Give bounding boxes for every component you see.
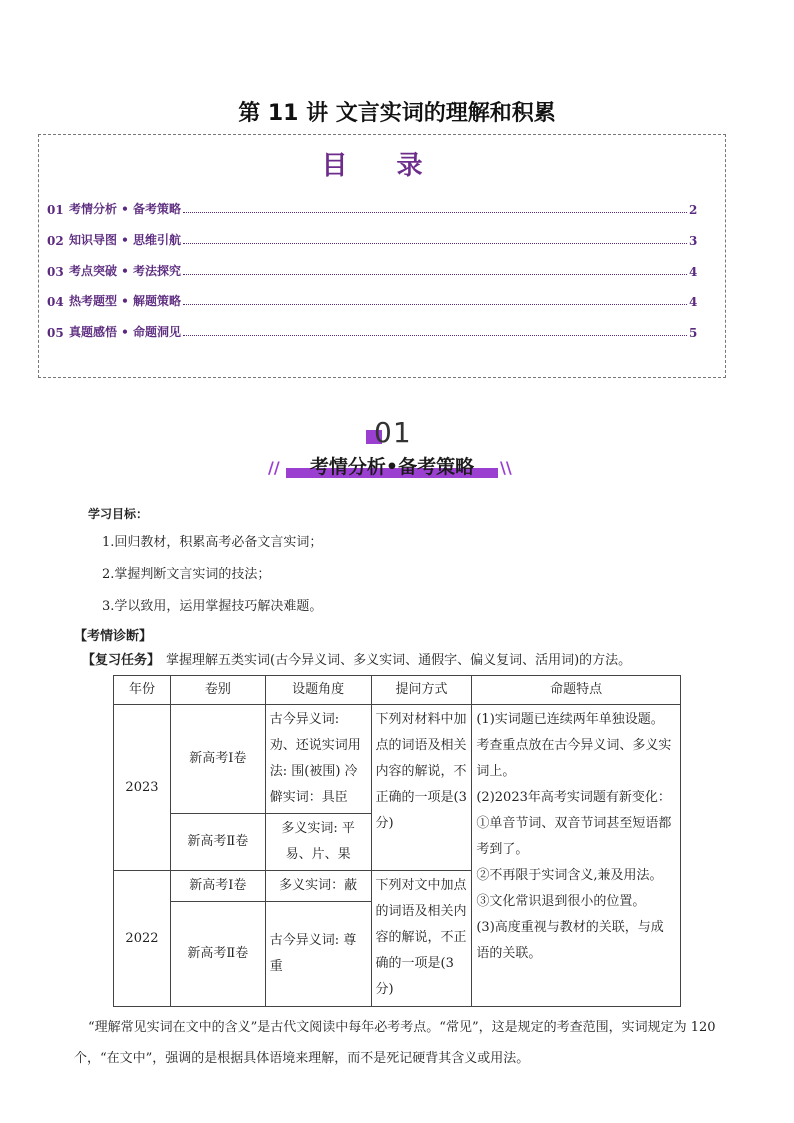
toc-item-page: 4 bbox=[689, 295, 698, 309]
goal-item: 2.掌握判断文言实词的技法； bbox=[102, 567, 271, 582]
toc-item[interactable] bbox=[47, 230, 697, 248]
angle-cell: 多义实词: 平易、片、果 bbox=[265, 814, 371, 871]
toc-heading: 目 录 bbox=[321, 151, 443, 181]
table-header: 年份 bbox=[114, 676, 171, 705]
diagnosis-title: 【考情诊断】 bbox=[74, 629, 153, 644]
angle-cell: 多义实词：蔽 bbox=[265, 871, 371, 902]
feature-line: (3)高度重视与教材的关联，与成语的关联。 bbox=[476, 920, 664, 961]
toc-item-num: 02 bbox=[47, 234, 64, 248]
angle-cell: 古今异义词: 劝、还说实词用法: 围(被围) 冷僻实词：具臣 bbox=[265, 705, 371, 814]
year-cell: 2022 bbox=[114, 871, 171, 1007]
toc-leader-dots bbox=[183, 335, 687, 336]
toc-item-page: 3 bbox=[689, 234, 698, 248]
toc-item-label: 考情分析 • 备考策略 bbox=[69, 202, 182, 216]
angle-cell: 古今异义词: 尊重 bbox=[265, 902, 371, 1007]
question-cell: 下列对材料中加点的词语及相关内容的解说，不正确的一项是(3分) bbox=[371, 705, 472, 871]
goals-title: 学习目标： bbox=[88, 507, 149, 521]
table-header: 提问方式 bbox=[371, 676, 472, 705]
feature-line: ②不再限于实词含义,兼及用法。 bbox=[476, 868, 663, 883]
table-header: 设题角度 bbox=[265, 676, 371, 705]
year-cell: 2023 bbox=[114, 705, 171, 871]
toc-item-page: 5 bbox=[689, 326, 698, 340]
page-title: 第 11 讲 文言实词的理解和积累 bbox=[238, 101, 556, 126]
feature-line: ①单音节词、双音节词甚至短语都考到了。 bbox=[476, 816, 672, 857]
section-title: 考情分析•备考策略 bbox=[309, 456, 475, 478]
toc-item[interactable] bbox=[47, 291, 697, 309]
section-number bbox=[366, 416, 456, 448]
goal-item: 1.回归教材，积累高考必备文言实词； bbox=[102, 535, 323, 550]
toc-item-num: 05 bbox=[47, 326, 64, 340]
question-cell: 下列对文中加点的词语及相关内容的解说，不正确的一项是(3分) bbox=[371, 871, 472, 1007]
section-number-text: 01 bbox=[374, 416, 412, 449]
exam-table bbox=[113, 675, 681, 1007]
section-banner bbox=[268, 452, 514, 482]
volume-cell: 新高考Ⅰ卷 bbox=[170, 871, 265, 902]
volume-cell: 新高考Ⅱ卷 bbox=[170, 814, 265, 871]
volume-cell: 新高考Ⅱ卷 bbox=[170, 902, 265, 1007]
review-tag: 【复习任务】 bbox=[82, 653, 161, 668]
table-header-row bbox=[114, 676, 681, 705]
feature-line: (2)2023年高考实词题有新变化： bbox=[476, 790, 671, 805]
table-row bbox=[114, 705, 681, 814]
toc-item-label: 热考题型 • 解题策略 bbox=[69, 294, 182, 308]
toc-item-num: 03 bbox=[47, 265, 64, 279]
toc-item-num: 04 bbox=[47, 295, 64, 309]
slash-decoration-left: // bbox=[268, 458, 280, 477]
toc-item-label: 考点突破 • 考法探究 bbox=[69, 264, 182, 278]
toc-item[interactable] bbox=[47, 199, 697, 217]
feature-line: ③文化常识退到很小的位置。 bbox=[476, 894, 646, 909]
toc-item-label: 知识导图 • 思维引航 bbox=[69, 233, 182, 247]
toc-leader-dots bbox=[183, 212, 687, 213]
toc-item-label: 真题感悟 • 命题洞见 bbox=[69, 325, 182, 339]
toc-item-page: 4 bbox=[689, 265, 698, 279]
feature-line: (1)实词题已连续两年单独设题。考查重点放在古今异义词、多义实词上。 bbox=[476, 712, 672, 779]
toc-item-num: 01 bbox=[47, 203, 64, 217]
table-header: 卷别 bbox=[170, 676, 265, 705]
review-task bbox=[82, 649, 631, 668]
toc-item[interactable] bbox=[47, 261, 697, 279]
toc-item-page: 2 bbox=[689, 203, 698, 217]
volume-cell: 新高考Ⅰ卷 bbox=[170, 705, 265, 814]
toc-item[interactable] bbox=[47, 322, 697, 340]
goal-item: 3.学以致用，运用掌握技巧解决难题。 bbox=[102, 599, 323, 614]
features-cell bbox=[472, 705, 681, 1007]
toc-leader-dots bbox=[183, 304, 687, 305]
table-of-contents bbox=[38, 134, 726, 378]
table-header: 命题特点 bbox=[472, 676, 681, 705]
toc-leader-dots bbox=[183, 274, 687, 275]
review-text: 掌握理解五类实词(古今异义词、多义实词、通假字、偏义复词、活用词)的方法。 bbox=[166, 653, 632, 668]
toc-leader-dots bbox=[183, 243, 687, 244]
body-paragraph: “理解常见实词在文中的含义”是古代文阅读中每年必考考点。“常见”，这是规定的考查范围，实词规定为 120 个，“在文中”，强调的是根据具体语境来理解，而不是死记硬背其含义或用法。 bbox=[74, 1020, 716, 1066]
slash-decoration-right: \\ bbox=[500, 458, 512, 477]
